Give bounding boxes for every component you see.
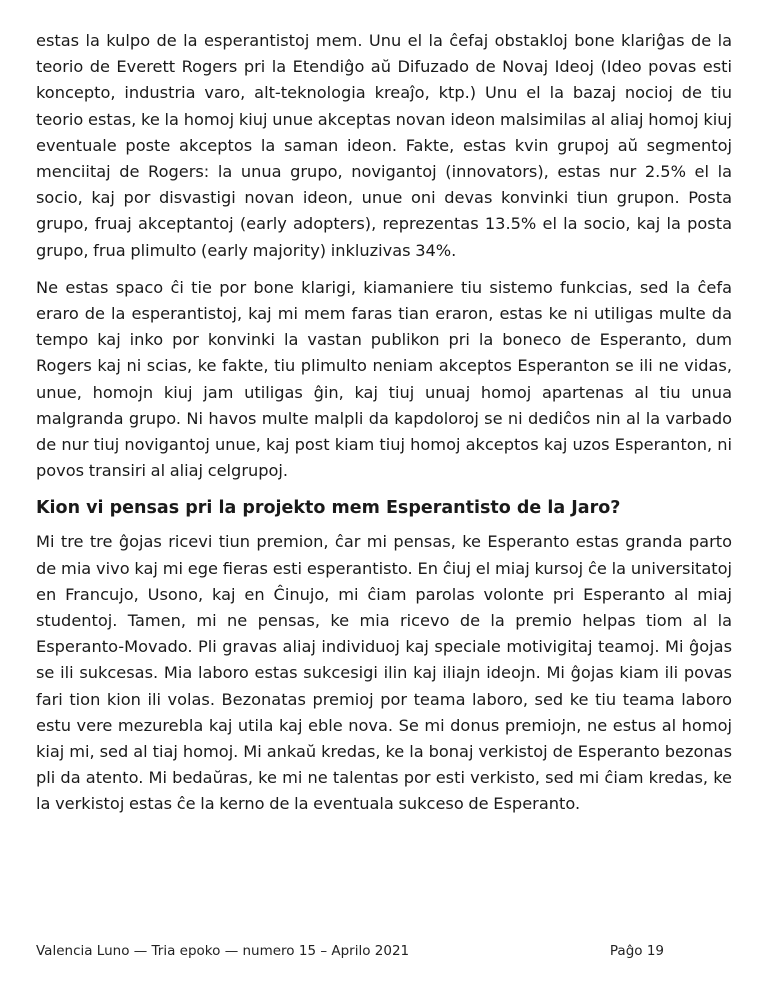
article-paragraph: estas la kulpo de la esperantistoj mem. Unu el la ĉefaj obstakloj bone klariĝas de la teorio de Everett Rogers pri la Etendiĝo aŭ Difuzado de Novaj Ideoj (Ideo povas esti koncepto, industria varo, alt-teknologia kreaĵo, ktp.) Unu el la bazaj nocioj de tiu teorio estas, ke la homoj kiuj unue akceptas novan ideon malsimilas al aliaj homoj kiuj eventuale poste akceptos la saman ideon. Fakte, estas kvin grupoj aŭ segmentoj menciitaj de Rogers: la unua grupo, novigantoj (innovators), estas nur 2.5% el la socio, kaj por disvastigi novan ideon, unue oni devas konvinki tiun grupon. Posta grupo, fruaj akceptantoj (early adopters), reprezentas 13.5% el la socio, kaj la posta grupo, frua plimulto (early majority) inkluzivas 34%. <box>36 31 732 260</box>
page-body <box>36 28 732 829</box>
article-paragraph: Ne estas spaco ĉi tie por bone klarigi, kiamaniere tiu sistemo funkcias, sed la ĉefa eraro de la esperantistoj, kaj mi mem faras tian eraron, estas ke ni utiligas multe da tempo kaj inko por konvinki la vastan publikon pri la boneco de Esperanto, dum Rogers kaj ni scias, ke fakte, tiu plimulto neniam akceptos Esperanton se ili ne vidas, unue, homojn kiuj jam utiligas ĝin, kaj tiuj unuaj homoj apartenas al tiu unua malgranda grupo. Ni havos multe malpli da kapdoloroj se ni dediĉos nin al la varbado de nur tiuj novigantoj unue, kaj post kiam tiuj homoj akceptos kaj uzos Esperanton, ni povos transiri al aliaj celgrupoj. <box>36 277 732 481</box>
interview-answer-paragraph: Mi tre tre ĝojas ricevi tiun premion, ĉar mi pensas, ke Esperanto estas granda parto de mia vivo kaj mi ege fieras esti esperantisto. En ĉiuj el miaj kursoj ĉe la universitatoj en Francujo, Usono, kaj en Ĉinujo, mi ĉiam parolas volonte pri Esperanto al miaj studentoj. Tamen, mi ne pensas, ke mia ricevo de la premio helpas tiom al la Esperanto-Movado. Pli gravas aliaj individuoj kaj speciale motivigitaj teamoj. Mi ĝojas se ili sukcesas. Mia laboro estas sukcesigi ilin kaj iliajn ideojn. Mi ĝojas kiam ili povas fari tion kion ili volas. Bezonatas premioj por teama laboro, sed ke tiu teama laboro estu vere mezurebla kaj utila kaj eble nova. Se mi donus premiojn, ne estus al homoj kiaj mi, sed al tiaj homoj. Mi ankaŭ kredas, ke la bonaj verkistoj de Esperanto bezonas pli da atento. Mi bedaŭras, ke mi ne talentas por esti verkisto, sed mi ĉiam kredas, ke la verkistoj estas ĉe la kerno de la eventuala sukceso de Esperanto. <box>36 532 732 814</box>
publication-info: Valencia Luno — Tria epoko — numero 15 – Aprilo 2021 <box>36 943 410 959</box>
interview-question-heading: Kion vi pensas pri la projekto mem Esperantisto de la Jaro? <box>36 498 621 519</box>
page-number: Paĝo 19 <box>609 943 664 959</box>
